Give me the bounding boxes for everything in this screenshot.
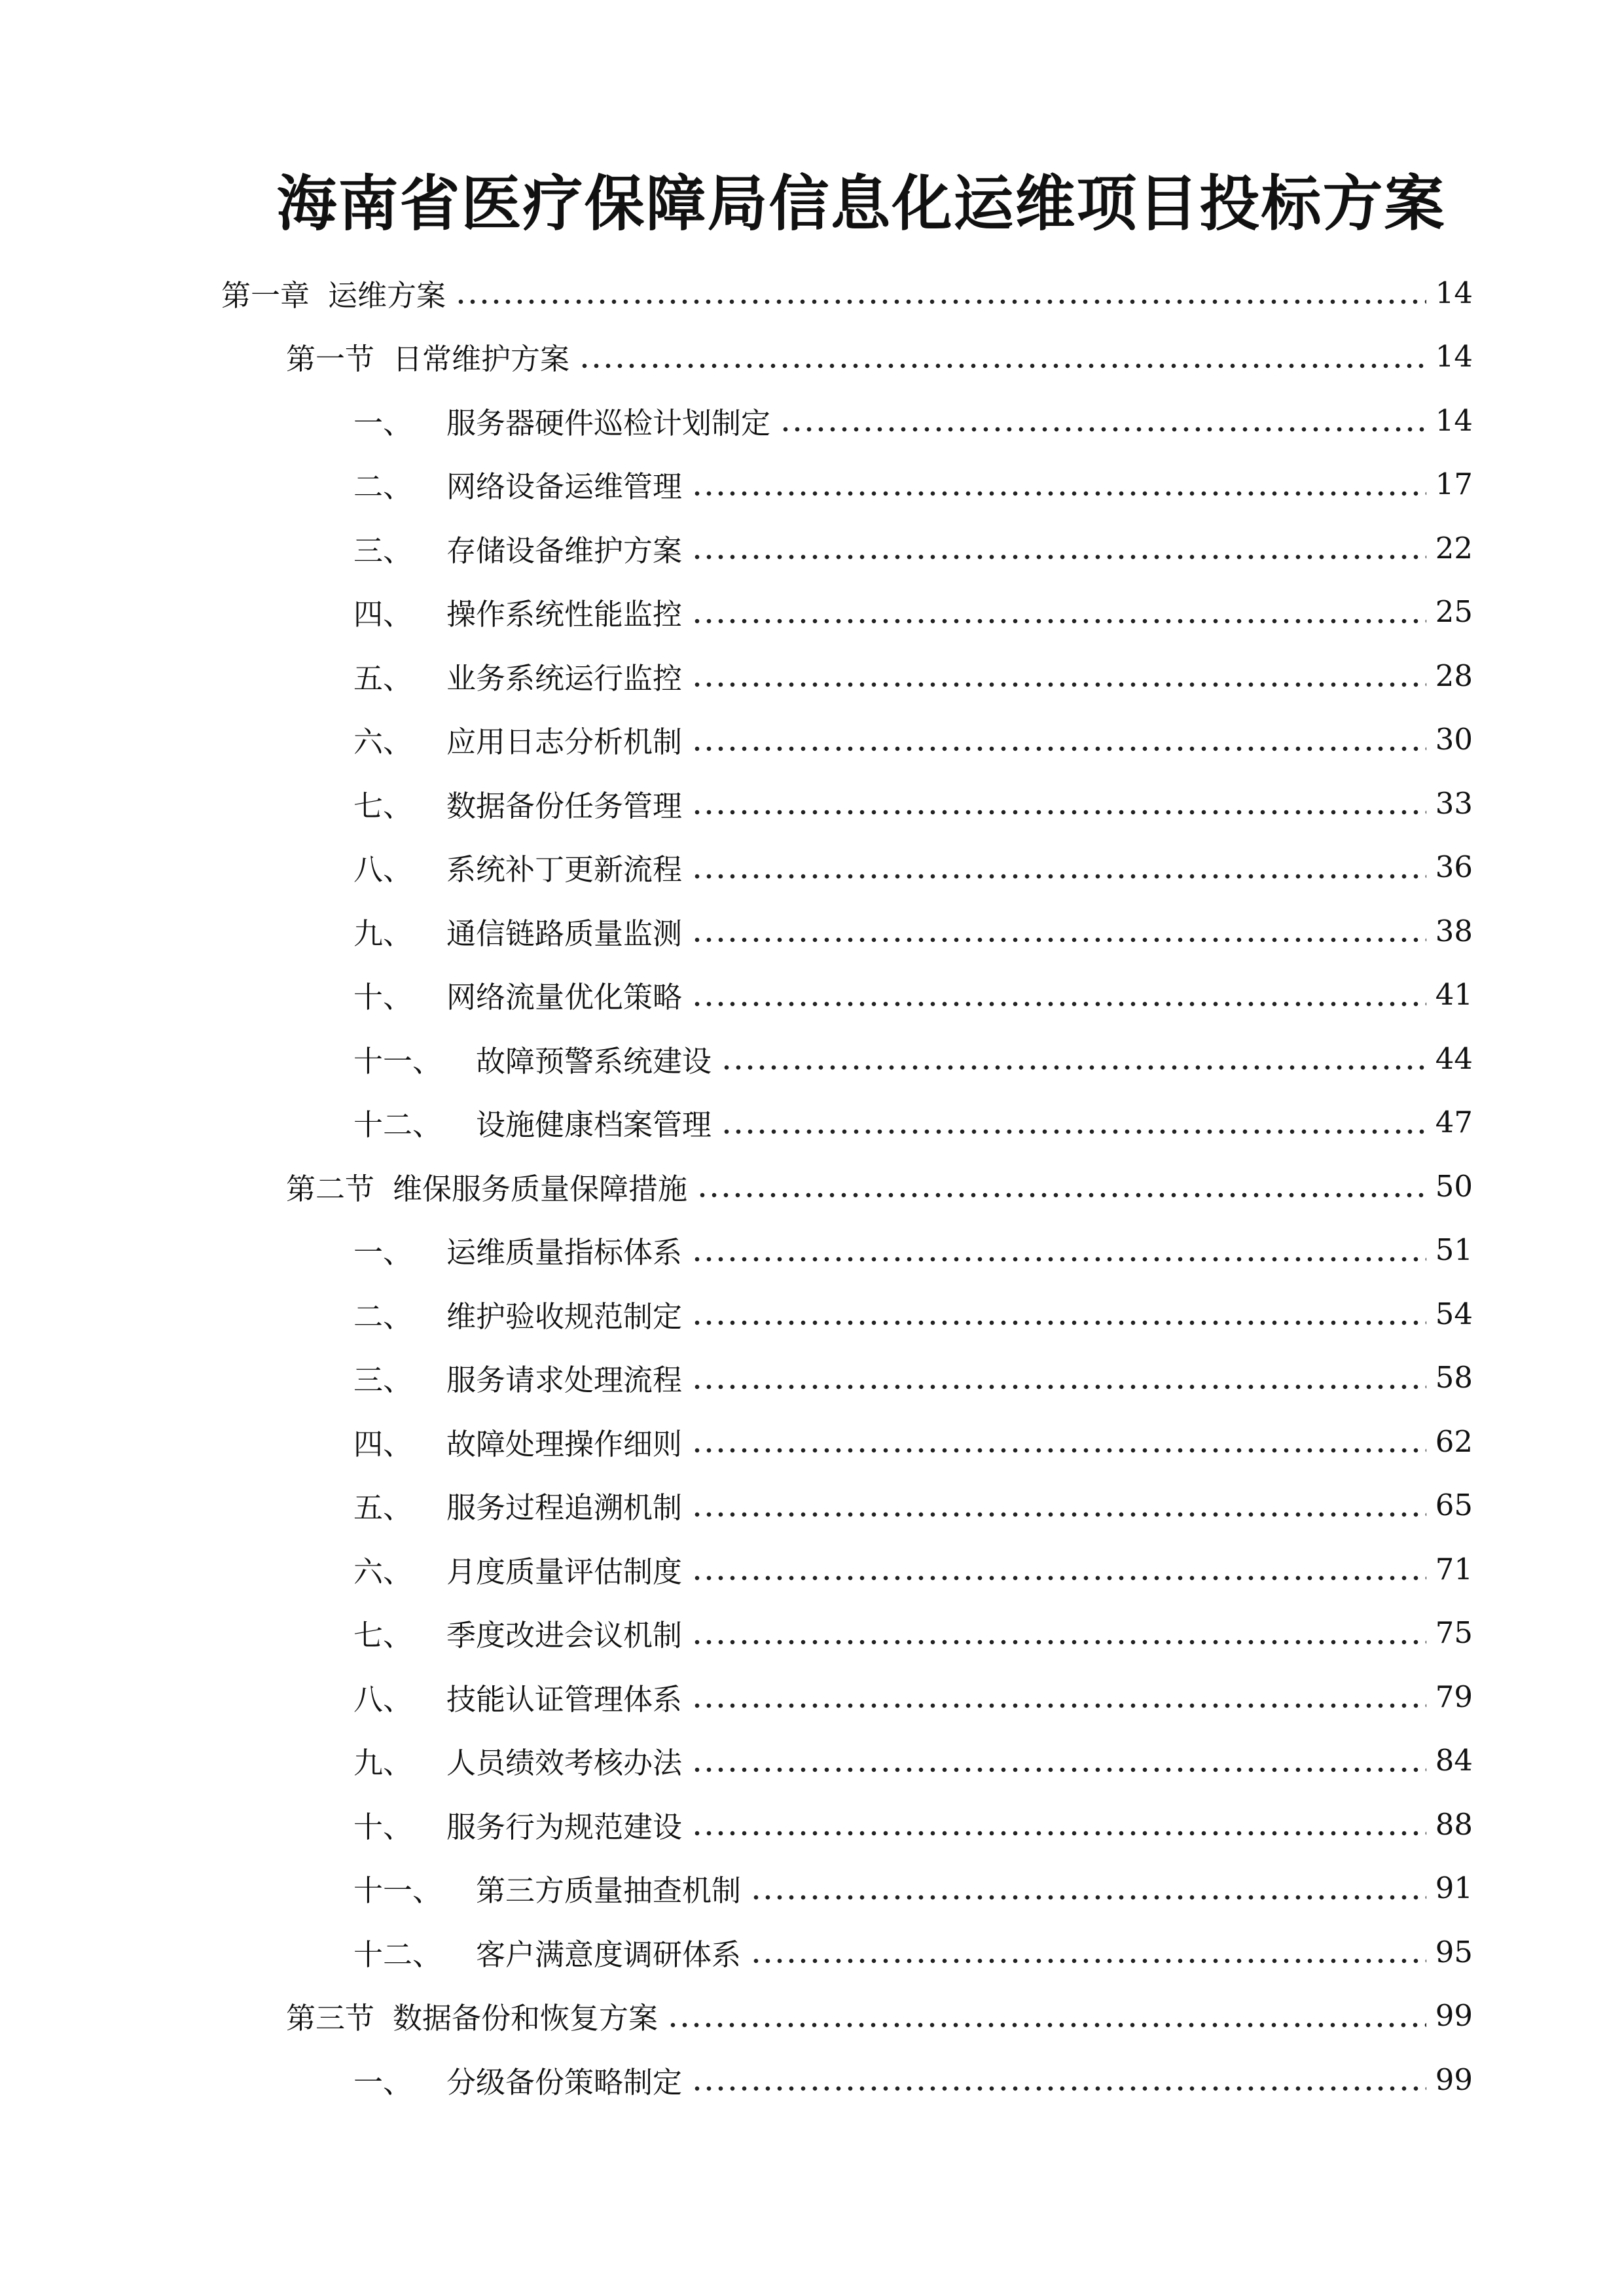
toc-leader-dots [691, 1384, 1426, 1390]
toc-entry-number: 十一、 [353, 1043, 442, 1079]
toc-leader-dots [750, 1958, 1426, 1964]
toc-entry-label: 故障处理操作细则 [446, 1426, 683, 1462]
toc-leader-dots [691, 490, 1426, 497]
toc-entry-number: 四、 [353, 597, 413, 632]
toc-entry-label: 分级备份策略制定 [446, 2064, 683, 2100]
toc-leader-dots [691, 1447, 1426, 1454]
toc-entry-label: 设施健康档案管理 [476, 1107, 712, 1142]
toc-entry-number: 十、 [353, 1809, 413, 1844]
toc-entry[interactable] [353, 1415, 1473, 1467]
toc-entry-page: 71 [1435, 1551, 1473, 1587]
toc-entry-label: 服务过程追溯机制 [446, 1490, 683, 1525]
toc-leader-dots [721, 1128, 1426, 1135]
toc-entry[interactable] [221, 266, 1473, 319]
toc-entry-label: 第三方质量抽查机制 [476, 1873, 742, 1908]
toc-leader-dots [691, 1575, 1426, 1581]
toc-entry-number: 十、 [353, 980, 413, 1014]
toc-entry[interactable] [353, 1734, 1473, 1787]
toc-entry-label: 存储设备维护方案 [446, 533, 683, 568]
toc-entry-label: 月度质量评估制度 [446, 1554, 683, 1589]
toc-entry[interactable] [353, 1224, 1473, 1276]
toc-entry[interactable] [353, 2053, 1473, 2106]
toc-entry[interactable] [353, 841, 1473, 893]
toc-leader-dots [696, 1192, 1426, 1198]
toc-entry-page: 47 [1435, 1105, 1473, 1139]
toc-entry-number: 五、 [353, 1490, 413, 1525]
toc-entry-label: 季度改进会议机制 [446, 1618, 683, 1653]
toc-entry[interactable] [353, 777, 1473, 829]
toc-entry[interactable] [353, 1032, 1473, 1085]
toc-leader-dots [691, 2085, 1426, 2092]
toc-entry[interactable] [353, 1926, 1473, 1978]
toc-entry-number: 第三节 [286, 2001, 375, 2036]
toc-leader-dots [721, 1064, 1426, 1071]
toc-entry-label: 服务行为规范建设 [446, 1809, 683, 1844]
toc-entry-label: 服务器硬件巡检计划制定 [446, 405, 771, 440]
toc-entry-page: 50 [1435, 1168, 1473, 1204]
toc-entry[interactable] [353, 458, 1473, 511]
toc-entry[interactable] [286, 1990, 1473, 2042]
toc-leader-dots [691, 809, 1426, 816]
toc-entry-number: 四、 [353, 1426, 413, 1462]
toc-leader-dots [691, 1639, 1426, 1645]
toc-entry-page: 22 [1435, 530, 1473, 565]
toc-entry[interactable] [353, 1798, 1473, 1850]
toc-entry-number: 第一章 [221, 278, 310, 313]
toc-entry-page: 99 [1435, 2062, 1473, 2097]
toc-entry[interactable] [353, 1096, 1473, 1149]
toc-entry-page: 88 [1435, 1806, 1473, 1842]
toc-entry-page: 95 [1435, 1934, 1473, 1969]
toc-entry-number: 第一节 [286, 342, 375, 376]
toc-entry-page: 33 [1435, 785, 1473, 821]
toc-entry-page: 14 [1435, 339, 1473, 374]
toc-entry-label: 操作系统性能监控 [446, 597, 683, 632]
toc-entry-page: 36 [1435, 850, 1473, 884]
toc-entry-page: 62 [1435, 1424, 1473, 1459]
toc-entry[interactable] [353, 1287, 1473, 1340]
toc-entry-page: 25 [1435, 594, 1473, 629]
toc-entry-number: 九、 [353, 916, 413, 951]
toc-entry-label: 客户满意度调研体系 [476, 1937, 742, 1972]
toc-entry-label: 故障预警系统建设 [476, 1043, 712, 1079]
toc-entry-page: 44 [1435, 1041, 1473, 1076]
toc-entry-label: 系统补丁更新流程 [446, 852, 683, 887]
toc-entry-page: 99 [1435, 1998, 1473, 2033]
toc-entry-label: 网络设备运维管理 [446, 469, 683, 504]
toc-leader-dots [780, 426, 1426, 433]
toc-entry-number: 十二、 [353, 1937, 442, 1972]
toc-leader-dots [691, 681, 1426, 688]
toc-leader-dots [691, 745, 1426, 752]
toc-entry-page: 28 [1435, 658, 1473, 693]
toc-entry-number: 五、 [353, 660, 413, 696]
toc-entry-number: 七、 [353, 788, 413, 823]
toc-leader-dots [691, 937, 1426, 943]
toc-entry-page: 91 [1435, 1871, 1473, 1905]
toc-entry-page: 30 [1435, 722, 1473, 757]
toc-entry-number: 第二节 [286, 1171, 375, 1206]
toc-entry-number: 一、 [353, 1235, 413, 1270]
toc-entry-number: 六、 [353, 1554, 413, 1589]
toc-entry-page: 54 [1435, 1296, 1473, 1331]
toc-leader-dots [691, 1511, 1426, 1518]
toc-entry-number: 八、 [353, 852, 413, 887]
toc-entry-label: 运维方案 [328, 278, 446, 313]
toc-entry-label: 运维质量指标体系 [446, 1235, 683, 1270]
toc-entry[interactable] [353, 1352, 1473, 1404]
toc-leader-dots [691, 1830, 1426, 1837]
toc-entry-number: 三、 [353, 1363, 413, 1397]
toc-leader-dots [691, 873, 1426, 880]
toc-entry-label: 服务请求处理流程 [446, 1363, 683, 1397]
toc-entry-page: 79 [1435, 1679, 1473, 1714]
toc-entry-page: 75 [1435, 1615, 1473, 1650]
toc-entry-label: 网络流量优化策略 [446, 980, 683, 1014]
toc-entry-number: 十二、 [353, 1107, 442, 1142]
toc-leader-dots [667, 2022, 1426, 2028]
toc-entry[interactable] [353, 1670, 1473, 1723]
toc-leader-dots [750, 1894, 1426, 1901]
toc-entry-number: 十一、 [353, 1873, 442, 1908]
toc-entry-number: 七、 [353, 1618, 413, 1653]
toc-entry-page: 41 [1435, 977, 1473, 1012]
toc-entry[interactable] [353, 586, 1473, 638]
toc-entry[interactable] [353, 713, 1473, 766]
toc-entry[interactable] [353, 394, 1473, 446]
toc-leader-dots [691, 554, 1426, 560]
toc-entry-number: 三、 [353, 533, 413, 568]
toc-leader-dots [691, 1001, 1426, 1007]
toc-entry-number: 一、 [353, 2064, 413, 2100]
toc-entry[interactable] [353, 1543, 1473, 1595]
toc-entry-page: 65 [1435, 1488, 1473, 1522]
toc-entry[interactable] [353, 905, 1473, 957]
toc-entry-number: 九、 [353, 1746, 413, 1780]
toc-entry[interactable] [353, 969, 1473, 1021]
toc-leader-dots [691, 1767, 1426, 1773]
toc-entry-page: 58 [1435, 1360, 1473, 1395]
toc-entry-page: 84 [1435, 1743, 1473, 1778]
toc-entry-page: 17 [1435, 467, 1473, 501]
toc-entry-label: 维护验收规范制定 [446, 1299, 683, 1334]
toc-leader-dots [691, 1702, 1426, 1709]
toc-leader-dots [579, 363, 1426, 369]
toc-entry-label: 技能认证管理体系 [446, 1681, 683, 1717]
toc-entry-page: 51 [1435, 1232, 1473, 1267]
toc-entry-label: 维保服务质量保障措施 [393, 1171, 688, 1206]
toc-entry-label: 人员绩效考核办法 [446, 1746, 683, 1780]
toc-entry[interactable] [353, 1607, 1473, 1659]
toc-entry-label: 日常维护方案 [393, 342, 570, 376]
toc-entry[interactable] [353, 649, 1473, 702]
toc-entry[interactable] [353, 1862, 1473, 1914]
toc-entry-label: 业务系统运行监控 [446, 660, 683, 696]
toc-entry-number: 六、 [353, 725, 413, 759]
toc-entry-label: 通信链路质量监测 [446, 916, 683, 951]
toc-leader-dots [691, 618, 1426, 624]
toc-entry-number: 二、 [353, 469, 413, 504]
toc-entry-page: 14 [1435, 275, 1473, 310]
toc-entry[interactable] [353, 1479, 1473, 1532]
toc-entry-label: 数据备份任务管理 [446, 788, 683, 823]
toc-leader-dots [691, 1256, 1426, 1263]
toc-entry-number: 二、 [353, 1299, 413, 1334]
toc-entry-number: 一、 [353, 405, 413, 440]
toc-entry[interactable] [353, 522, 1473, 574]
toc-entry-number: 八、 [353, 1681, 413, 1717]
toc-entry-page: 14 [1435, 403, 1473, 438]
toc-entry[interactable] [286, 1160, 1473, 1212]
toc-leader-dots [455, 298, 1426, 305]
toc-entry-page: 38 [1435, 913, 1473, 948]
toc-leader-dots [691, 1319, 1426, 1326]
toc-entry-label: 应用日志分析机制 [446, 725, 683, 759]
toc-entry-label: 数据备份和恢复方案 [393, 2001, 659, 2036]
document-title: 海南省医疗保障局信息化运维项目投标方案 [276, 168, 1446, 239]
toc-entry[interactable] [286, 331, 1473, 383]
